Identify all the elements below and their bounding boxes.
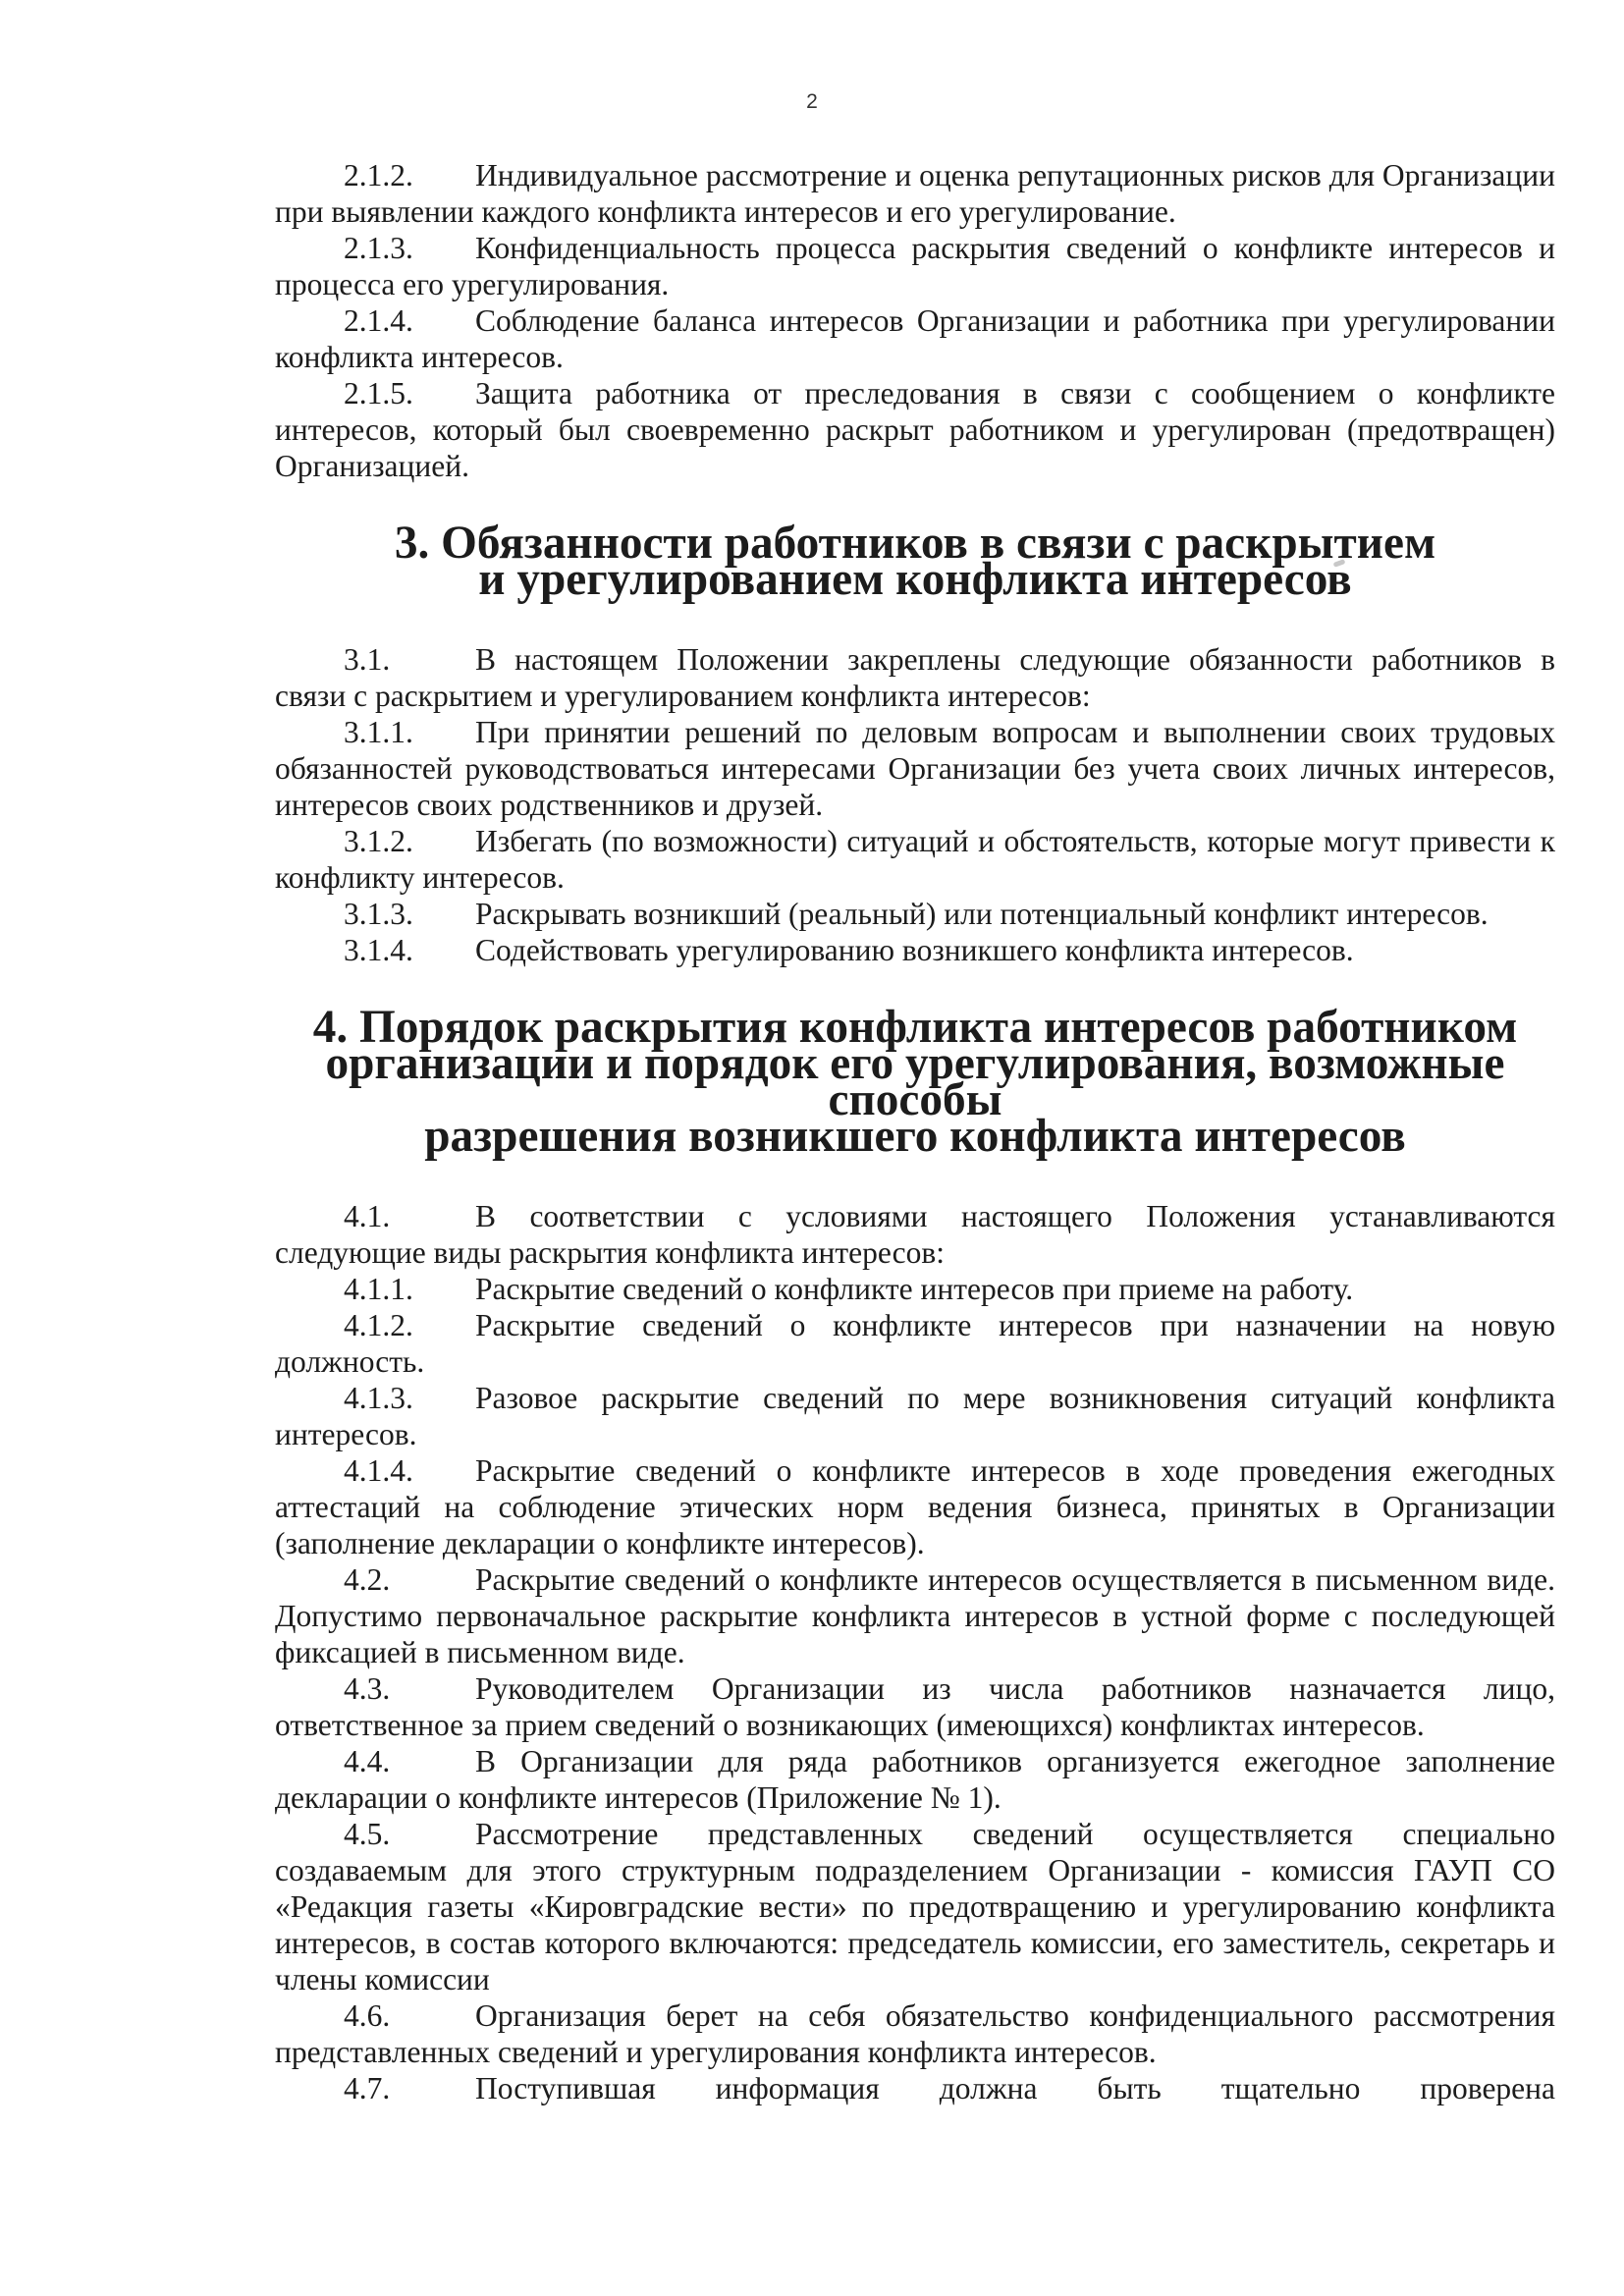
- clause-2-1-3: 2.1.3. Конфиденциальность процесса раскрытия сведений о конфликте интересов и процесса его урегулирования.: [275, 231, 1555, 301]
- clause-4-5: 4.5. Рассмотрение представленных сведений осуществляется специально создаваемым для этого структурным подразделением Организации - комиссия ГАУП СО «Редакция газеты «Кировградские вести» по предотвращению и урегулированию конфликта интересов, в состав которого включаются: председатель комиссии, его заместитель, секретарь и члены комиссии: [275, 1817, 1555, 1996]
- clause-4-1-1: 4.1.1. Раскрытие сведений о конфликте интересов при приеме на работу.: [344, 1272, 1354, 1306]
- clause-2-1-5: 2.1.5. Защита работника от преследования в связи с сообщением о конфликте интересов, который был своевременно раскрыт работником и урегулирован (предотвращен) Организацией.: [275, 376, 1555, 483]
- section-2-continued: [275, 157, 1555, 484]
- page-number: 2: [806, 90, 818, 113]
- section-4-heading: 4. Порядок раскрытия конфликта интересов работником организации и порядок его урегулирования, возможные способы разрешения возникшего конфликта интересов: [312, 1002, 1518, 1162]
- clause-4-1-3: 4.1.3. Разовое раскрытие сведений по мере возникновения ситуаций конфликта интересов.: [275, 1381, 1555, 1451]
- clause-4-3: 4.3. Руководителем Организации из числа работников назначается лицо, ответственное за прием сведений о возникающих (имеющихся) конфликтах интересов.: [275, 1671, 1555, 1742]
- section-3-heading: 3. Обязанности работников в связи с раскрытием и урегулированием конфликта интересов: [394, 518, 1436, 605]
- clause-2-1-2: 2.1.2. Индивидуальное рассмотрение и оценка репутационных рисков для Организации при выявлении каждого конфликта интересов и его урегулирование.: [275, 158, 1555, 229]
- section-4: [275, 1002, 1555, 2106]
- clause-2-1-4: 2.1.4. Соблюдение баланса интересов Организации и работника при урегулировании конфликта интересов.: [275, 303, 1555, 374]
- clause-4-1-4: 4.1.4. Раскрытие сведений о конфликте интересов в ходе проведения ежегодных аттестаций на соблюдение этических норм ведения бизнеса, принятых в Организации (заполнение декларации о конфликте интересов).: [275, 1453, 1555, 1560]
- clause-4-1: 4.1. В соответствии с условиями настоящего Положения устанавливаются следующие виды раскрытия конфликта интересов:: [275, 1199, 1555, 1270]
- clause-4-7: 4.7. Поступившая информация должна быть тщательно проверена: [344, 2071, 1555, 2105]
- clause-3-1-3: 3.1.3. Раскрывать возникший (реальный) или потенциальный конфликт интересов.: [344, 897, 1489, 931]
- clause-3-1: 3.1. В настоящем Положении закреплены следующие обязанности работников в связи с раскрытием и урегулированием конфликта интересов:: [275, 642, 1555, 713]
- clause-4-6: 4.6. Организация берет на себя обязательство конфиденциального рассмотрения представленных сведений и урегулирования конфликта интересов.: [275, 1998, 1555, 2069]
- document-body: [275, 157, 1555, 2106]
- clause-4-4: 4.4. В Организации для ряда работников организуется ежегодное заполнение декларации о конфликте интересов (Приложение № 1).: [275, 1744, 1555, 1815]
- clause-4-2: 4.2. Раскрытие сведений о конфликте интересов осуществляется в письменном виде. Допустимо первоначальное раскрытие конфликта интересов в устной форме с последующей фиксацией в письменном виде.: [275, 1562, 1555, 1669]
- clause-4-1-2: 4.1.2. Раскрытие сведений о конфликте интересов при назначении на новую должность.: [275, 1308, 1555, 1379]
- clause-3-1-2: 3.1.2. Избегать (по возможности) ситуаций и обстоятельств, которые могут привести к конфликту интересов.: [275, 824, 1555, 895]
- section-3: [275, 518, 1555, 968]
- clause-3-1-1: 3.1.1. При принятии решений по деловым вопросам и выполнении своих трудовых обязанностей руководствоваться интересами Организации без учета своих личных интересов, интересов своих родственников и друзей.: [275, 715, 1555, 822]
- clause-3-1-4: 3.1.4. Содействовать урегулированию возникшего конфликта интересов.: [344, 933, 1354, 967]
